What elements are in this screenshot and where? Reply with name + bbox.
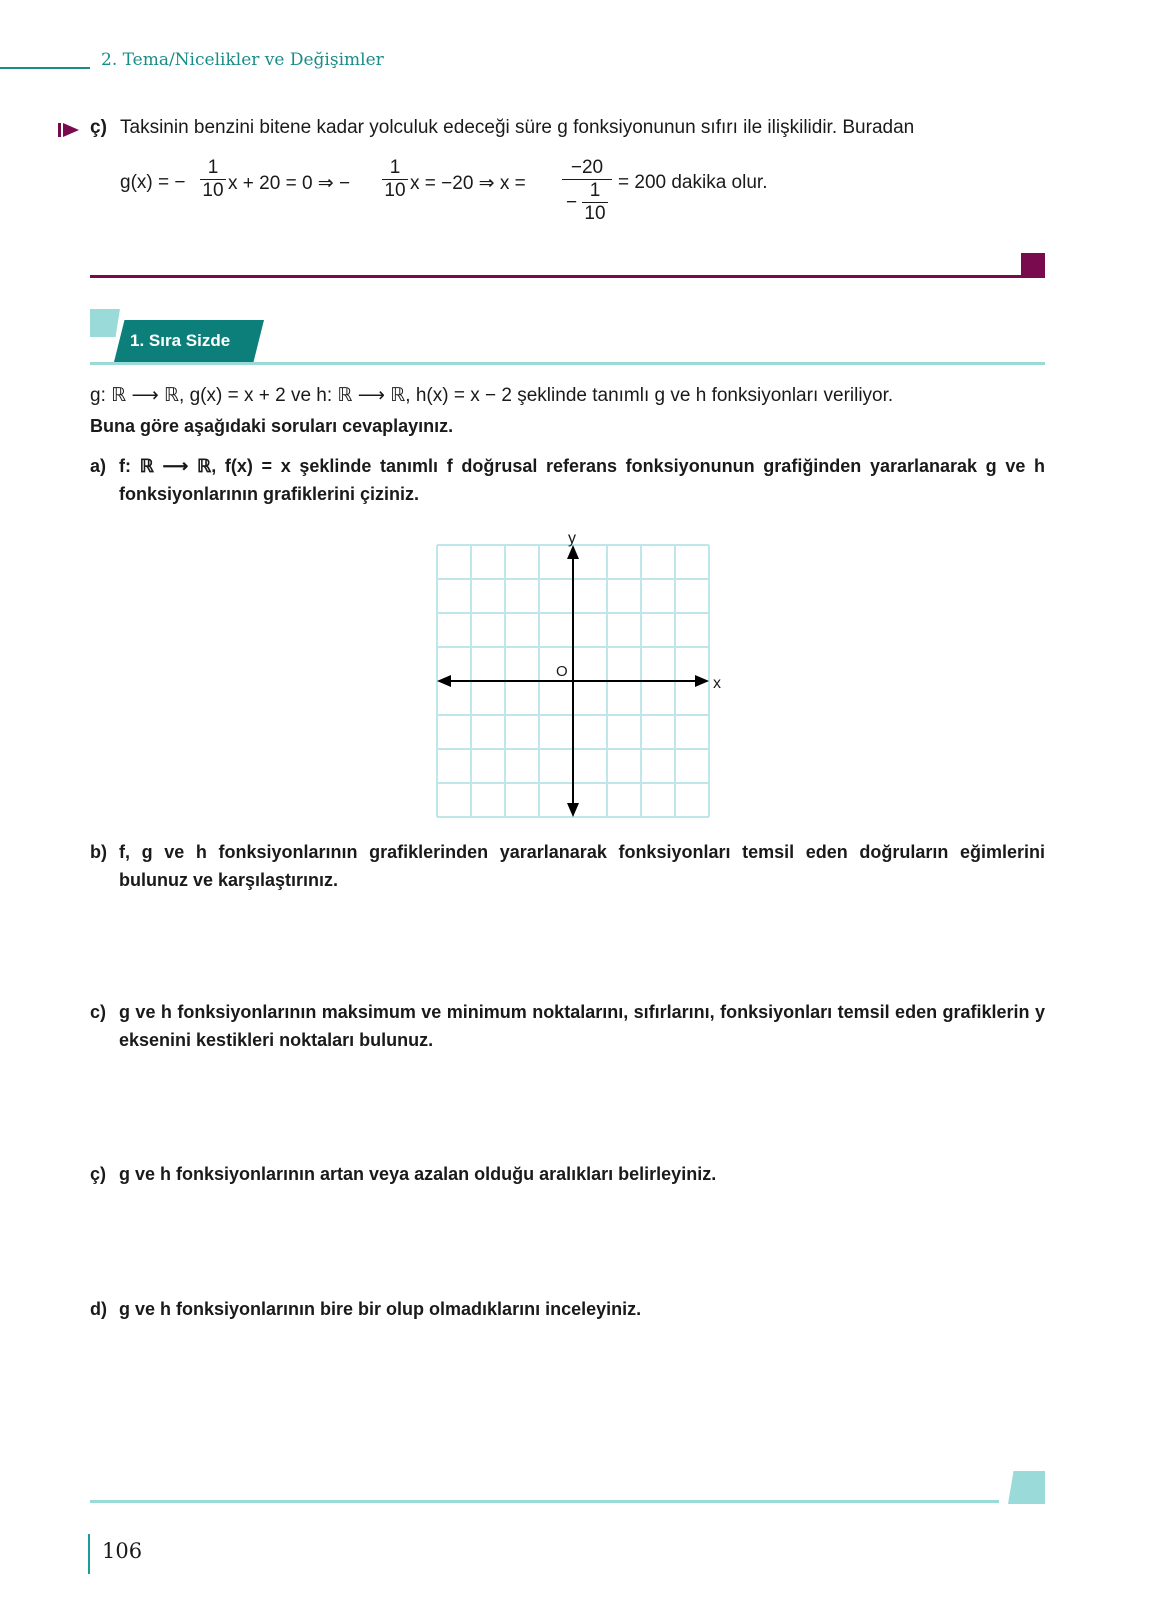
solution-end-marker: [1021, 253, 1045, 278]
eq-part2: x + 20 = 0 ⇒ −: [228, 173, 351, 194]
fraction-numerator: 1: [389, 157, 401, 178]
coordinate-grid: [420, 527, 730, 827]
question-d: [90, 1295, 1045, 1323]
page-number-bar: [88, 1534, 90, 1574]
question-text: f: ℝ ⟶ ℝ, f(x) = x şeklinde tanımlı f doğrusal referans fonksiyonunun grafiğinden yararlanarak g ve h fonksiyonlarının grafiklerini çiziniz.: [119, 456, 1045, 504]
question-text: f, g ve h fonksiyonlarının grafiklerinden yararlanarak fonksiyonları temsil eden doğruların eğimlerini bulunuz ve karşılaştırınız.: [119, 842, 1045, 890]
question-text: g ve h fonksiyonlarının artan veya azalan olduğu aralıkları belirleyiniz.: [119, 1164, 717, 1184]
fraction-numerator: −20: [570, 157, 604, 178]
question-b: [90, 838, 1045, 894]
page-number: 106: [102, 1539, 143, 1563]
fraction-denominator: 10: [202, 180, 224, 201]
footer-accent: [1008, 1471, 1045, 1504]
fraction-numerator: 1: [207, 157, 219, 178]
fraction-1: [200, 157, 226, 202]
question-c-cedilla: [90, 1160, 1045, 1188]
header-rule: [0, 67, 90, 69]
activity-tab-accent: [90, 309, 120, 337]
chapter-title: 2. Tema/Nicelikler ve Değişimler: [101, 50, 384, 70]
solution-label: ç): [90, 117, 107, 138]
x-axis-label: x: [713, 675, 721, 692]
question-label: a): [90, 456, 107, 476]
fraction-3: [562, 157, 612, 232]
solution-end-rule: [90, 275, 1022, 278]
y-axis-down-arrow-icon: [567, 803, 579, 817]
eq-part3: x = −20 ⇒ x =: [410, 173, 526, 194]
activity-instruction: Buna göre aşağıdaki soruları cevaplayınız.: [90, 416, 454, 436]
solution-text: Taksinin benzini bitene kadar yolculuk edeceği süre g fonksiyonunun sıfırı ile ilişkilidir. Buradan: [120, 117, 915, 138]
eq-result: = 200 dakika olur.: [618, 172, 768, 193]
x-axis-left-arrow-icon: [437, 675, 451, 687]
fraction-2: [382, 157, 408, 202]
question-label: c): [90, 1002, 107, 1022]
question-a: [90, 452, 1045, 508]
activity-rule: [90, 362, 1045, 365]
eq-part1: g(x) = −: [120, 172, 186, 193]
origin-label: O: [556, 663, 568, 680]
question-text: g ve h fonksiyonlarının maksimum ve minimum noktalarını, sıfırlarını, fonksiyonları temsil eden grafiklerin y eksenini kestikleri noktaları bulunuz.: [119, 1002, 1045, 1050]
question-c: [90, 998, 1045, 1054]
solution-arrow-icon: [58, 122, 80, 138]
fraction-denominator: 10: [384, 180, 406, 201]
question-label: ç): [90, 1164, 107, 1184]
fraction-denominator: − 1 10: [562, 180, 612, 232]
y-axis-label: y: [568, 530, 576, 547]
footer-rule: [90, 1500, 999, 1503]
question-label: d): [90, 1299, 107, 1319]
activity-tab-label: 1. Sıra Sizde: [130, 331, 231, 350]
question-text: g ve h fonksiyonlarının bire bir olup olmadıklarını inceleyiniz.: [119, 1299, 642, 1319]
activity-intro: g: ℝ ⟶ ℝ, g(x) = x + 2 ve h: ℝ ⟶ ℝ, h(x) = x − 2 şeklinde tanımlı g ve h fonksiyonları veriliyor.: [90, 385, 894, 406]
question-label: b): [90, 842, 107, 862]
x-axis-right-arrow-icon: [695, 675, 709, 687]
